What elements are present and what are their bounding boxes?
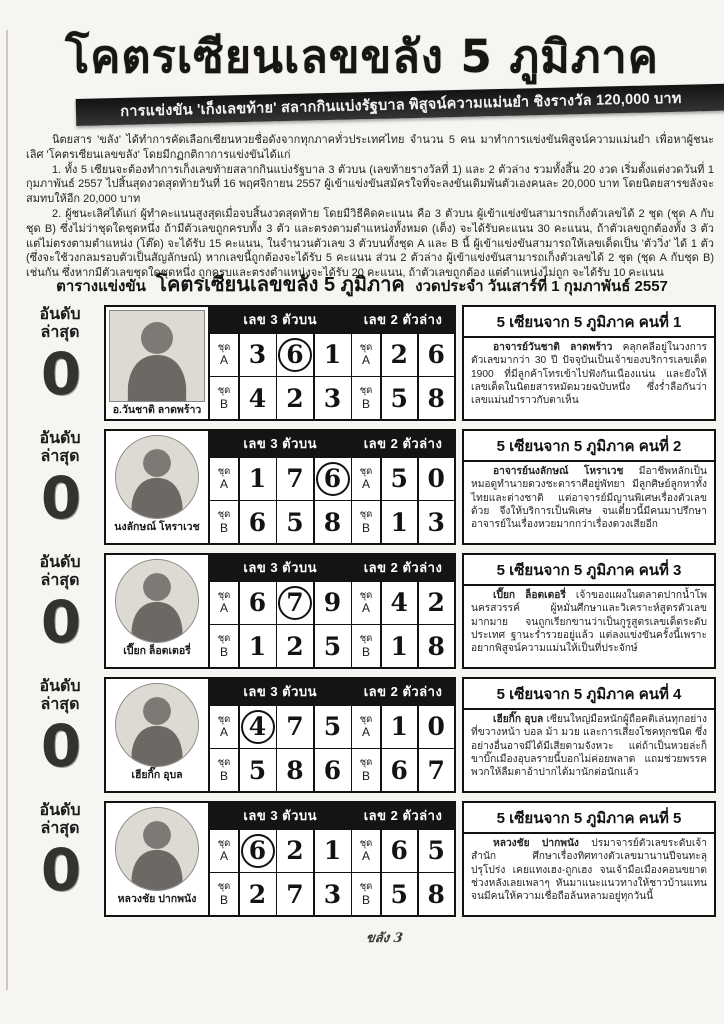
digit-cell: 2 [277,625,313,667]
set-a-label: ชุด A [352,830,380,872]
expert-name: อ.วันชาติ ลาดพร้าว [106,402,208,419]
digit-cell: 5 [315,706,351,748]
numbers-grid [210,431,454,543]
digit-cell: 6 [240,582,276,624]
expert-row-5 [16,801,716,917]
bio-body [464,586,714,667]
intro-paragraph-3: 2. ผู้ชนะเลิศได้แก่ ผู้ทำคะแนนสูงสุดเมื่อจบสิ้นงวดสุดท้าย โดยมีวิธีคิดคะแนน คือ 3 ตัวบน ผู้เข้าแข่งขันสามารถเก็งตัวเลขได้ 2 ชุด (ชุด A กับชุด B) ซึ่งไม่ว่าชุดใดชุดหนึ่ง ถ้ามีตัวเลขถูกครบทั้ง 3 ตัว และตรงตามตำแหน่งทั้งหมด (เต็ง) จะได้รับคะแนน 30 คะแนน, ถ้าตัวเลขถูกต้องทั้ง 3 ตัว แต่ไม่ตรงตามตำแหน่ง (โต๊ด) จะได้รับ 15 คะแนน, ในจำนวนตัวเลข 3 ตัวบนทั้งชุด A และ B นี้ ผู้เข้าแข่งขันสามารถให้เลขเด็ดเป็น 'ตัววิ่ง' ได้ 1 ตัว (ซึ่งจะใช้วงกลมรอบตัวเป็นสัญลักษณ์) หากเลขนี้ถูกต้องจะได้รับ 5 คะแนน ส่วน 2 ตัวล่าง ผู้เข้าแข่งขันสามารถเก็งตัวเลขได้ 2 ชุด (ชุด A กับชุด B) เช่นกัน ซึ่งหากมีตัวเลขชุดใดชุดหนึ่ง ถูกครบและตรงตำแหน่งจะได้รับ 20 คะแนน, ถ้าตัวเลขถูกต้อง แต่ตำแหน่งไม่ถูก จะได้รับ 10 คะแนน [26,207,714,280]
rank-label-line1: อันดับ [39,678,81,695]
digit-cell: 8 [277,749,313,791]
subtitle-banner: การแข่งขัน 'เก็งเลขท้าย' สลากกินแบ่งรัฐบาล พิสูจน์ความแม่นยำ ชิงรางวัล 120,000 บาท [76,84,724,126]
table-heading-main: โคตรเซียนเลขขลัง 5 ภูมิภาค [156,274,405,296]
digit-cell: 1 [315,334,351,376]
set-a-label: ชุด A [352,458,380,500]
numbers-box [104,677,456,793]
rank-label-line2: ล่าสุด [40,324,80,341]
set-b-label: ชุด B [210,873,238,915]
bio-paragraph [471,837,707,903]
person-silhouette-icon [116,436,198,518]
digit-cell: 3 [315,873,351,915]
numbers-box [104,801,456,917]
set-b-label: ชุด B [352,377,380,419]
expert-row-3 [16,553,716,669]
running-number-circle: 6 [316,462,350,496]
running-number-circle: 6 [241,834,275,868]
running-number-circle: 6 [278,338,312,372]
digit-cell: 2 [419,582,455,624]
digit-cell: 8 [419,625,455,667]
bio-text: เจ้าของแผงในตลาดปากน้ำโพ นครสวรรค์ ผู้หมั่นศึกษาและวิเคราะห์สูตรตัวเลขมากมาย จนถูกเรียกขานว่าเป็นกูรูสูตรเลขเด็ดระดับประเทศ ฐานะร่ำรวยอยู่แล้ว แต่ลงแข่งขันครั้งนี้เพราะอยากพิสูจน์ความแม่นให้เป็นที่ประจักษ์ [471,590,707,655]
bio-lead: เฮียกิ๊ก อุบล [493,714,544,725]
rank-label-line1: อันดับ [39,306,81,323]
photo-cell [106,679,210,791]
expert-name: หลวงชัย ปากพนัง [106,891,208,908]
header-top3: เลข 3 ตัวบน [210,307,351,332]
person-silhouette-icon [116,560,198,642]
set-a-label: ชุด A [352,334,380,376]
intro-paragraph-1: นิตยสาร 'ขลัง' ได้ทำการคัดเลือกเซียนหวยชื่อดังจากทุกภาคทั่วประเทศไทย จำนวน 5 คน มาทำการแข่งขันพิสูจน์ความแม่นยำ เพื่อหาผู้ชนะเลิศ 'โคตรเซียนเลขขลัง' โดยมีกฏกติกาการแข่งขันได้แก่ [26,134,714,161]
bio-lead: หลวงชัย ปากพนัง [493,838,579,849]
digit-cell: 4 [240,377,276,419]
digit-cell: 6 [382,830,418,872]
table-heading-suffix: งวดประจำ วันเสาร์ที่ 1 กุมภาพันธ์ 2557 [415,278,668,295]
header-bottom2: เลข 2 ตัวล่าง [352,679,454,704]
bio-title: 5 เซียนจาก 5 ภูมิภาค คนที่ 1 [464,307,714,338]
digit-cell: 4 [382,582,418,624]
digit-cell: 5 [277,501,313,543]
experts-table [16,305,716,917]
intro-paragraph-2: 1. ทั้ง 5 เซียนจะต้องทำการเก็งเลขท้ายสลากกินแบ่งรัฐบาล 3 ตัวบน (เลขท้ายรางวัลที่ 1) และ 2 ตัวล่าง รวมทั้งสิ้น 20 งวด เริ่มตั้งแต่งวดวันที่ 1 กุมภาพันธ์ 2557 ไปสิ้นสุดงวดสุดท้ายวันที่ 16 พฤศจิกายน 2557 ผู้เข้าแข่งขันสมัครใจที่จะลงขันเดิมพันตัวเองคนละ 20,000 บาท โดยนิตยสารขลังจะสมทบให้อีก 20,000 บาท [26,163,714,206]
set-a-label: ชุด A [210,582,238,624]
table-heading [0,268,724,300]
photo-cell [106,803,210,915]
bio-box [462,553,716,669]
numbers-box [104,305,456,421]
set-a-label: ชุด A [210,334,238,376]
digit-cell: 9 [315,582,351,624]
header-bottom2: เลข 2 ตัวล่าง [352,555,454,580]
digit-cell: 2 [382,334,418,376]
bio-lead: อาจารย์วันชาติ ลาดพร้าว [493,342,613,353]
set-b-label: ชุด B [352,749,380,791]
digit-cell: 0 [419,706,455,748]
header-top3: เลข 3 ตัวบน [210,431,351,456]
digit-cell: 5 [382,458,418,500]
expert-portrait [115,435,199,519]
set-b-label: ชุด B [210,625,238,667]
set-b-label: ชุด B [210,501,238,543]
rank-block [16,553,104,669]
bio-paragraph [471,589,707,655]
expert-portrait [115,683,199,767]
digit-cell-circled [277,582,313,624]
running-number-circle: 7 [278,586,312,620]
header-top3: เลข 3 ตัวบน [210,803,351,828]
digit-cell: 3 [419,501,455,543]
expert-name: เปี๊ยก ล็อตเตอรี่ [106,643,208,660]
header-top3: เลข 3 ตัวบน [210,679,351,704]
digit-cell: 7 [277,873,313,915]
bio-lead: อาจารย์นงลักษณ์ โหราเวช [493,466,624,477]
digit-cell: 6 [240,501,276,543]
rank-label-line1: อันดับ [39,802,81,819]
digit-cell: 1 [382,625,418,667]
numbers-grid [210,679,454,791]
rank-block [16,305,104,421]
bio-body [464,834,714,915]
digit-cell: 7 [419,749,455,791]
set-a-label: ชุด A [210,706,238,748]
header-bottom2: เลข 2 ตัวล่าง [352,307,454,332]
bio-title: 5 เซียนจาก 5 ภูมิภาค คนที่ 3 [464,555,714,586]
digit-cell: 1 [240,625,276,667]
digit-cell: 5 [419,830,455,872]
bio-text: เซียนใหญ่มือหนักผู้ถือคติเล่นทุกอย่างที่ขวางหน้า บอล ม้า มวย และการเสี่ยงโชคทุกชนิด ซึ่งอย่างอื่นอาจมีได้มีเสียตามจังหวะ แต่ถ้าเป็นหวยล่ะก็ ขาบิ๊กเมืองอุบลรายนี้บอกไม่ค่อยพลาด แถมช่วยพรรคพวกให้ลืมตาอ้าปากได้มานักต่อนักแล้ว [471,714,707,779]
digit-cell: 7 [277,458,313,500]
rank-value: 0 [40,464,80,532]
header-top3: เลข 3 ตัวบน [210,555,351,580]
set-a-label: ชุด A [352,582,380,624]
numbers-grid [210,307,454,419]
bio-title: 5 เซียนจาก 5 ภูมิภาค คนที่ 4 [464,679,714,710]
digit-cell-circled [240,830,276,872]
bio-lead: เปี๊ยก ล็อตเตอรี่ [493,590,566,601]
intro-rules [26,133,714,281]
numbers-grid [210,803,454,915]
rank-label-line2: ล่าสุด [40,696,80,713]
expert-name: นงลักษณ์ โหราเวช [106,519,208,536]
digit-cell: 5 [382,873,418,915]
running-number-circle: 4 [241,710,275,744]
set-b-label: ชุด B [352,873,380,915]
rank-value: 0 [40,340,80,408]
photo-cell [106,555,210,667]
digit-cell: 1 [315,830,351,872]
set-b-label: ชุด B [352,625,380,667]
numbers-box [104,553,456,669]
header-bottom2: เลข 2 ตัวล่าง [352,431,454,456]
bio-title: 5 เซียนจาก 5 ภูมิภาค คนที่ 2 [464,431,714,462]
digit-cell: 6 [382,749,418,791]
bio-body [464,462,714,543]
digit-cell: 8 [315,501,351,543]
expert-row-1 [16,305,716,421]
expert-name: เฮียกิ๊ก อุบล [106,767,208,784]
set-b-label: ชุด B [210,749,238,791]
photo-cell [106,431,210,543]
bio-box [462,429,716,545]
digit-cell: 0 [419,458,455,500]
bio-paragraph [471,341,707,407]
expert-row-4 [16,677,716,793]
bio-box [462,801,716,917]
set-a-label: ชุด A [210,830,238,872]
digit-cell: 3 [315,377,351,419]
set-a-label: ชุด A [210,458,238,500]
header-bottom2: เลข 2 ตัวล่าง [352,803,454,828]
set-b-label: ชุด B [352,501,380,543]
digit-cell-circled [277,334,313,376]
digit-cell: 1 [382,706,418,748]
digit-cell: 8 [419,377,455,419]
page-footer: ขลัง 3 [364,931,404,946]
digit-cell: 2 [277,830,313,872]
rank-label-line1: อันดับ [39,554,81,571]
page-title: โคตรเซียนเลขขลัง 5 ภูมิภาค [65,30,659,83]
person-silhouette-icon [116,684,198,766]
digit-cell: 6 [315,749,351,791]
bio-body [464,710,714,791]
digit-cell: 3 [240,334,276,376]
rank-value: 0 [40,588,80,656]
rank-label-line2: ล่าสุด [40,820,80,837]
rank-label-line2: ล่าสุด [40,448,80,465]
bio-paragraph [471,713,707,779]
expert-row-2 [16,429,716,545]
bio-text: มีอาชีพหลักเป็นหมอดูทำนายดวงชะตาราศีอยู่พัทยา มีลูกศิษย์ลูกหาทั้งไทยและต่างชาติ แต่อาจารย์มีญานพิเศษเรื่องตัวเลขด้วย จึงให้บริการเป็นพิเศษ จนเดี๋ยวนี้มีคนมาปรึกษาอาจารย์ในเรื่องหวยมากกว่าเรื่องดวงเสียอีก [471,466,707,531]
photo-cell [106,307,210,419]
expert-portrait [115,807,199,891]
expert-portrait [115,559,199,643]
numbers-grid [210,555,454,667]
set-a-label: ชุด A [352,706,380,748]
digit-cell: 1 [240,458,276,500]
digit-cell-circled [315,458,351,500]
rank-value: 0 [40,712,80,780]
digit-cell: 2 [240,873,276,915]
rank-block [16,801,104,917]
bio-text: คลุกคลีอยู่ในวงการตัวเลขมากว่า 30 ปี ปัจจุบันเป็นเจ้าของบริการเลขเด็ด 1900 ที่มีลูกค้าโทรเข้าไปฟังกันเนืองแน่น และยังให้เลขเด็ดในนิตยสารหมัดมวยฉบับหนึ่ง ซึ่งร่ำลือกันว่าเลขแม่นยำราวกับตาเห็น [471,342,707,407]
digit-cell: 6 [419,334,455,376]
digit-cell: 8 [419,873,455,915]
digit-cell: 2 [277,377,313,419]
bio-box [462,305,716,421]
bio-text: ปรมาจารย์ตัวเลขระดับเจ้าสำนัก ศึกษาเรื่องทิศทางตัวเลขมานานปีจนทะลุปรุโปร่ง เคยแทงเฮง-ถูกเฮง จนเจ้ามือเมืองคอนขยาด ช่วงหลังเลยเพลาๆ หันมาแนะแนวทางให้ชาวบ้านแทน จนมีคนให้ความเชื่อถือล้นหลามอยู่ทุกวันนี้ [471,838,707,903]
digit-cell-circled [240,706,276,748]
digit-cell: 7 [277,706,313,748]
rank-block [16,677,104,793]
digit-cell: 5 [315,625,351,667]
bio-paragraph [471,465,707,531]
set-b-label: ชุด B [210,377,238,419]
rank-value: 0 [40,836,80,904]
table-heading-prefix: ตารางแข่งขัน [56,278,146,295]
bio-title: 5 เซียนจาก 5 ภูมิภาค คนที่ 5 [464,803,714,834]
digit-cell: 5 [382,377,418,419]
person-silhouette-icon [116,808,198,890]
rank-label-line2: ล่าสุด [40,572,80,589]
person-silhouette-icon [110,311,204,401]
rank-block [16,429,104,545]
bio-box [462,677,716,793]
rank-label-line1: อันดับ [39,430,81,447]
digit-cell: 5 [240,749,276,791]
digit-cell: 1 [382,501,418,543]
numbers-box [104,429,456,545]
bio-body [464,338,714,419]
scan-edge-artifact [6,30,8,990]
expert-portrait [109,310,205,402]
